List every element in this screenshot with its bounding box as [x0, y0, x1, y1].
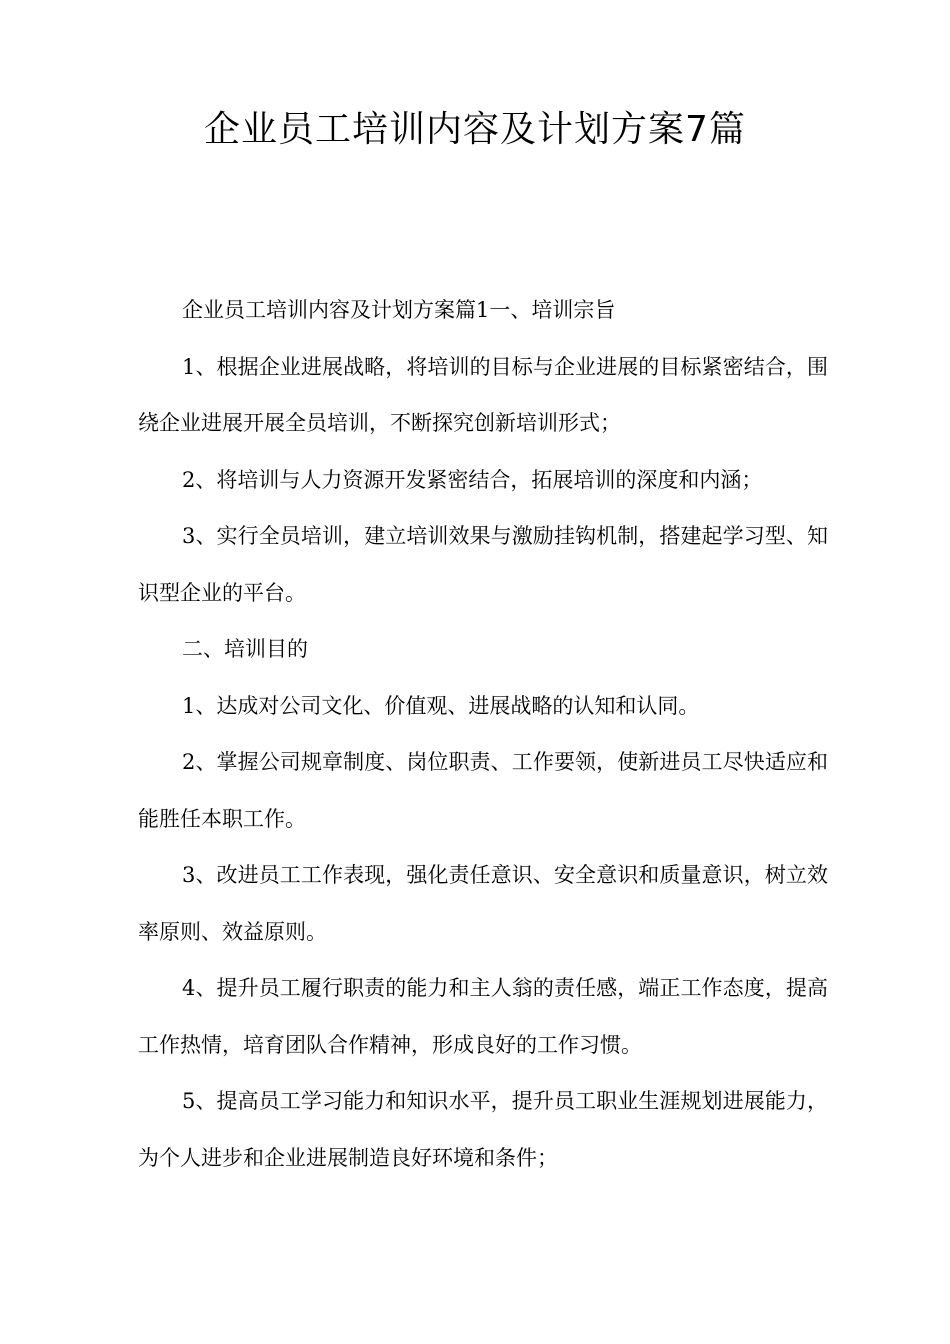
paragraph-item: 4、提升员工履行职责的能力和主人翁的责任感，端正工作态度，提高工作热情，培育团队合作精神，形成良好的工作习惯。 — [138, 976, 828, 1057]
paragraph-item: 2、掌握公司规章制度、岗位职责、工作要领，使新进员工尽快适应和能胜任本职工作。 — [138, 750, 828, 831]
document-title: 企业员工培训内容及计划方案7篇 — [204, 109, 746, 150]
document-body — [138, 282, 828, 1186]
paragraph-item: 3、实行全员培训，建立培训效果与激励挂钩机制，搭建起学习型、知识型企业的平台。 — [138, 524, 828, 605]
paragraph-intro: 企业员工培训内容及计划方案篇1一、培训宗旨 — [182, 298, 616, 322]
paragraph-item: 3、改进员工工作表现，强化责任意识、安全意识和质量意识，树立效率原则、效益原则。 — [138, 863, 828, 944]
paragraph-item: 1、根据企业进展战略，将培训的目标与企业进展的目标紧密结合，围绕企业进展开展全员培训，不断探究创新培训形式； — [138, 354, 828, 435]
paragraph-item: 2、将培训与人力资源开发紧密结合，拓展培训的深度和内涵； — [182, 467, 763, 492]
section-heading: 二、培训目的 — [182, 637, 308, 661]
paragraph-item: 5、提高员工学习能力和知识水平，提升员工职业生涯规划进展能力，为个人进步和企业进展制造良好环境和条件； — [138, 1089, 828, 1170]
paragraph-item: 1、达成对公司文化、价值观、进展战略的认知和认同。 — [182, 693, 700, 718]
